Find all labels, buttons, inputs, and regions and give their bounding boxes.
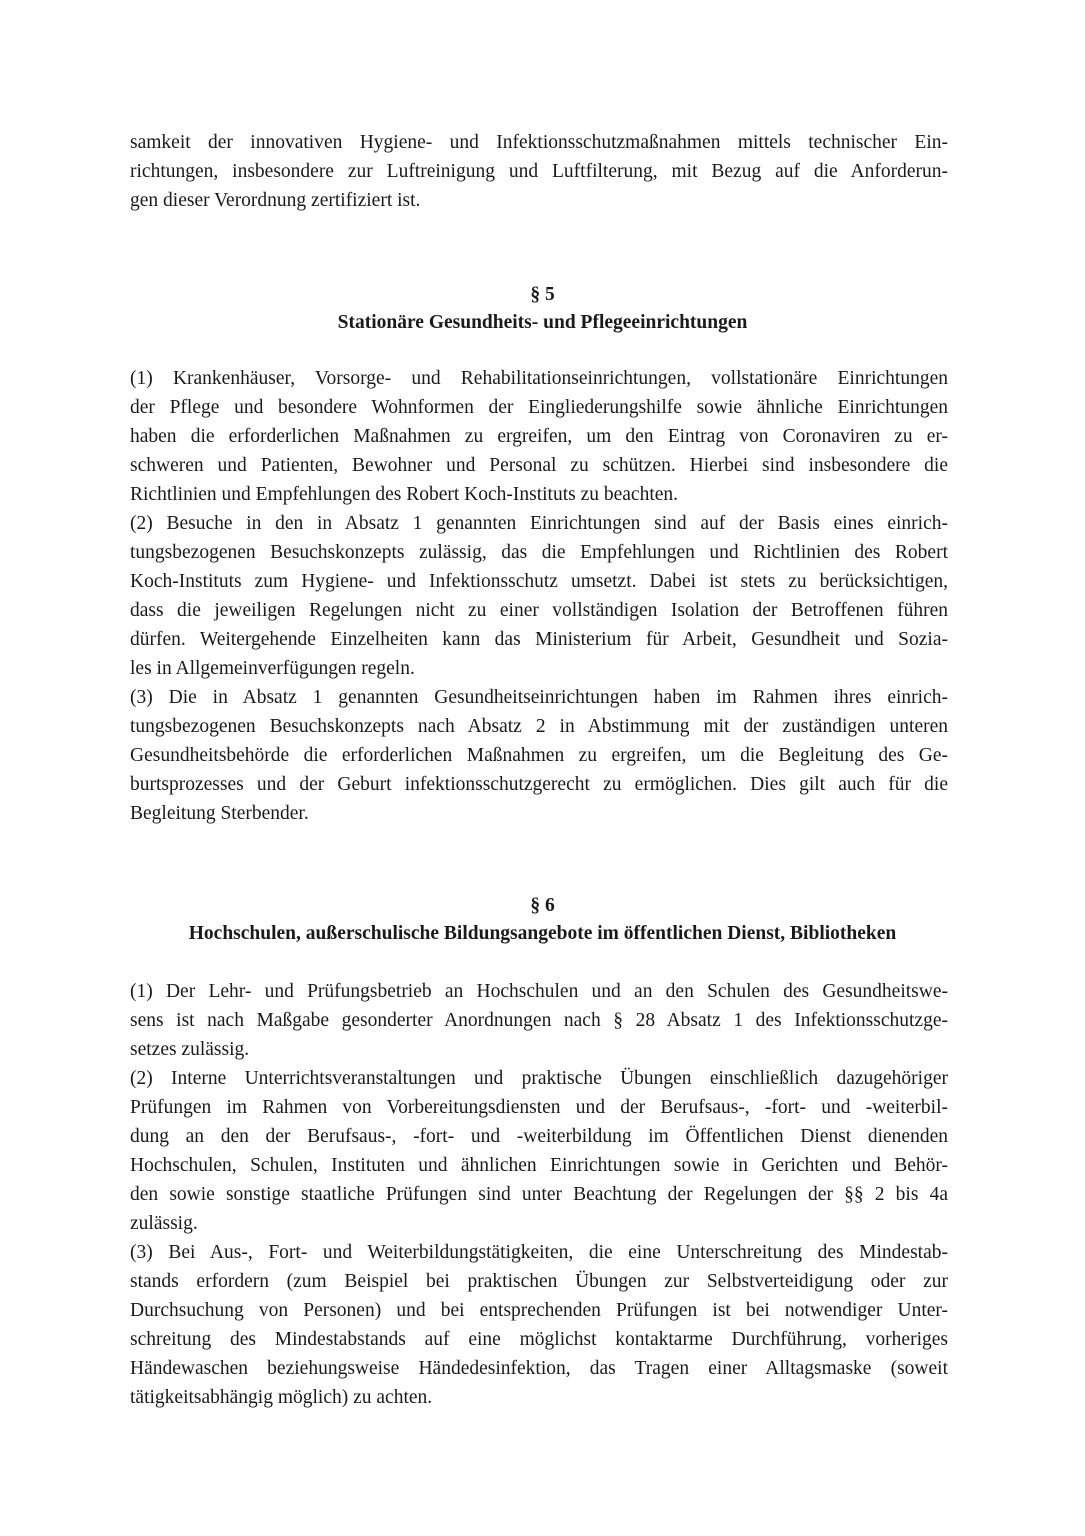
text-line: (3) Die in Absatz 1 genannten Gesundheitseinrichtungen haben im Rahmen ihres einrich- <box>130 687 948 708</box>
text-line: Richtlinien und Empfehlungen des Robert Koch-Instituts zu beachten. <box>130 484 679 505</box>
text-line: Händewaschen beziehungsweise Händedesinfektion, das Tragen einer Alltagsmaske (soweit <box>130 1358 948 1379</box>
text-line: Koch-Instituts zum Hygiene- und Infektionsschutz umsetzt. Dabei ist stets zu berücksichtigen, <box>130 571 948 592</box>
text-line: (2) Interne Unterrichtsveranstaltungen und praktische Übungen einschließlich dazugehöriger <box>130 1068 948 1089</box>
text-line: Durchsuchung von Personen) und bei entsprechenden Prüfungen ist bei notwendiger Unter- <box>130 1300 948 1321</box>
text-line: haben die erforderlichen Maßnahmen zu ergreifen, um den Eintrag von Coronaviren zu er- <box>130 426 948 447</box>
text-line: schreitung des Mindestabstands auf eine möglichst kontaktarme Durchführung, vorheriges <box>130 1329 948 1350</box>
text-line: richtungen, insbesondere zur Luftreinigung und Luftfilterung, mit Bezug auf die Anforderun- <box>130 161 948 182</box>
text-line: Prüfungen im Rahmen von Vorbereitungsdiensten und der Berufsaus-, -fort- und -weiterbil- <box>130 1097 948 1118</box>
text-line: burtsprozesses und der Geburt infektionsschutzgerecht zu ermöglichen. Dies gilt auch für die <box>130 774 948 795</box>
text-line: (1) Krankenhäuser, Vorsorge- und Rehabilitationseinrichtungen, vollstationäre Einrichtungen <box>130 368 948 389</box>
text-line: zulässig. <box>130 1213 198 1234</box>
text-line: der Pflege und besondere Wohnformen der Eingliederungshilfe sowie ähnliche Einrichtungen <box>130 397 948 418</box>
text-line: setzes zulässig. <box>130 1039 250 1060</box>
text-line: les in Allgemeinverfügungen regeln. <box>130 658 415 679</box>
section-number: § 6 <box>530 895 555 916</box>
text-line: Gesundheitsbehörde die erforderlichen Maßnahmen zu ergreifen, um die Begleitung des Ge- <box>130 745 948 766</box>
text-line: den sowie sonstige staatliche Prüfungen sind unter Beachtung der Regelungen der §§ 2 bis 4a <box>130 1184 948 1205</box>
text-line: sens ist nach Maßgabe gesonderter Anordnungen nach § 28 Absatz 1 des Infektionsschutzge- <box>130 1010 948 1031</box>
text-line: Hochschulen, Schulen, Instituten und ähnlichen Einrichtungen sowie in Gerichten und Behör- <box>130 1155 948 1176</box>
text-line: tätigkeitsabhängig möglich) zu achten. <box>130 1387 433 1408</box>
text-line: (2) Besuche in den in Absatz 1 genannten Einrichtungen sind auf der Basis eines einrich- <box>130 513 948 534</box>
text-line: tungsbezogenen Besuchskonzepts nach Absatz 2 in Abstimmung mit der zuständigen unteren <box>130 716 948 737</box>
text-line: schweren und Patienten, Bewohner und Personal zu schützen. Hierbei sind insbesondere die <box>130 455 948 476</box>
text-line: gen dieser Verordnung zertifiziert ist. <box>130 190 421 211</box>
text-line: dung an den der Berufsaus-, -fort- und -weiterbildung im Öffentlichen Dienst dienenden <box>130 1126 948 1147</box>
text-line: dürfen. Weitergehende Einzelheiten kann das Ministerium für Arbeit, Gesundheit und Sozia- <box>130 629 948 650</box>
text-line: tungsbezogenen Besuchskonzepts zulässig, das die Empfehlungen und Richtlinien des Robert <box>130 542 948 563</box>
text-line: stands erfordern (zum Beispiel bei praktischen Übungen zur Selbstverteidigung oder zur <box>130 1271 948 1292</box>
section-number: § 5 <box>530 284 555 305</box>
text-line: (1) Der Lehr- und Prüfungsbetrieb an Hochschulen und an den Schulen des Gesundheitswe- <box>130 981 948 1002</box>
text-line: samkeit der innovativen Hygiene- und Infektionsschutzmaßnahmen mittels technischer Ein- <box>130 132 948 153</box>
text-line: dass die jeweiligen Regelungen nicht zu einer vollständigen Isolation der Betroffenen führen <box>130 600 948 621</box>
text-line: (3) Bei Aus-, Fort- und Weiterbildungstätigkeiten, die eine Unterschreitung des Mindestab- <box>130 1242 948 1263</box>
section-title: Hochschulen, außerschulische Bildungsangebote im öffentlichen Dienst, Bibliotheken <box>188 923 897 944</box>
section-title: Stationäre Gesundheits- und Pflegeeinrichtungen <box>337 312 748 333</box>
text-line: Begleitung Sterbender. <box>130 803 309 824</box>
